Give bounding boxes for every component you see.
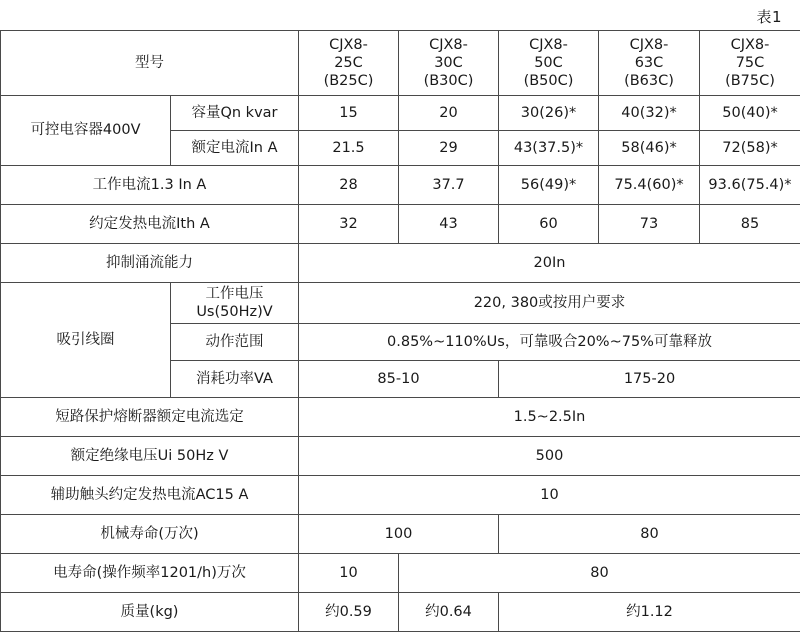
header-col-63c-line3: (B63C): [601, 72, 697, 90]
table-row-working-current: [1, 166, 800, 205]
cell-capacity-30c: 20: [399, 96, 499, 131]
header-col-50c-line2: 50C: [501, 54, 596, 72]
row-group-label-capacitor: 可控电容器400V: [1, 96, 171, 166]
table-row-mechanical-life: [1, 515, 800, 554]
header-col-30c-line2: 30C: [401, 54, 496, 72]
row-label-coil-voltage: 工作电压Us(50Hz)V: [171, 283, 299, 324]
table-row-electrical-life: [1, 554, 800, 593]
cell-fuse-value: 1.5~2.5In: [299, 398, 800, 437]
row-label-fuse: 短路保护熔断器额定电流选定: [1, 398, 299, 437]
cell-coil-voltage-value: 220, 380或按用户要求: [299, 283, 800, 324]
table-row-capacity: [1, 96, 800, 131]
table-row-inrush: [1, 244, 800, 283]
cell-thermal-current-75c: 85: [700, 205, 800, 244]
header-col-30c-line1: CJX8-: [401, 36, 496, 54]
cell-capacity-75c: 50(40)*: [700, 96, 800, 131]
header-col-30c-line3: (B30C): [401, 72, 496, 90]
cell-thermal-current-30c: 43: [399, 205, 499, 244]
table-row-mass: [1, 593, 800, 632]
header-col-25c-line1: CJX8-: [301, 36, 396, 54]
header-col-75c: [700, 31, 800, 96]
header-col-63c: [599, 31, 700, 96]
cell-capacity-63c: 40(32)*: [599, 96, 700, 131]
cell-mass-30c: 约0.64: [399, 593, 499, 632]
cell-working-current-30c: 37.7: [399, 166, 499, 205]
cell-coil-power-left: 85-10: [299, 361, 499, 398]
row-label-inrush: 抑制涌流能力: [1, 244, 299, 283]
row-label-coil-range: 动作范围: [171, 324, 299, 361]
cell-coil-range-value: 0.85%~110%Us，可靠吸合20%~75%可靠释放: [299, 324, 800, 361]
header-col-63c-line1: CJX8-: [601, 36, 697, 54]
row-label-mechanical-life: 机械寿命(万次): [1, 515, 299, 554]
cell-electrical-life-left: 10: [299, 554, 399, 593]
cell-rated-current-25c: 21.5: [299, 131, 399, 166]
cell-insulation-value: 500: [299, 437, 800, 476]
cell-rated-current-50c: 43(37.5)*: [499, 131, 599, 166]
table-row-thermal-current: [1, 205, 800, 244]
cell-mass-25c: 约0.59: [299, 593, 399, 632]
cell-capacity-50c: 30(26)*: [499, 96, 599, 131]
cell-mechanical-life-left: 100: [299, 515, 499, 554]
header-col-25c: [299, 31, 399, 96]
cell-electrical-life-right: 80: [399, 554, 800, 593]
table-row-coil-voltage: [1, 283, 800, 324]
cell-capacity-25c: 15: [299, 96, 399, 131]
cell-rated-current-75c: 72(58)*: [700, 131, 800, 166]
table-header-row: [1, 31, 800, 96]
header-col-25c-line2: 25C: [301, 54, 396, 72]
header-col-30c: [399, 31, 499, 96]
row-label-capacity: 容量Qn kvar: [171, 96, 299, 131]
cell-working-current-75c: 93.6(75.4)*: [700, 166, 800, 205]
cell-working-current-50c: 56(49)*: [499, 166, 599, 205]
cell-working-current-63c: 75.4(60)*: [599, 166, 700, 205]
table-row-aux-contact: [1, 476, 800, 515]
header-col-75c-line3: (B75C): [702, 72, 798, 90]
cell-mass-rest: 约1.12: [499, 593, 800, 632]
row-label-electrical-life: 电寿命(操作频率1201/h)万次: [1, 554, 299, 593]
cell-aux-contact-value: 10: [299, 476, 800, 515]
header-col-50c: [499, 31, 599, 96]
cell-rated-current-30c: 29: [399, 131, 499, 166]
table-caption: 表1: [756, 6, 782, 27]
header-col-75c-line1: CJX8-: [702, 36, 798, 54]
cell-rated-current-63c: 58(46)*: [599, 131, 700, 166]
table-row-fuse: [1, 398, 800, 437]
header-col-63c-line2: 63C: [601, 54, 697, 72]
cell-thermal-current-25c: 32: [299, 205, 399, 244]
row-label-aux-contact: 辅助触头约定发热电流AC15 A: [1, 476, 299, 515]
row-label-coil-power: 消耗功率VA: [171, 361, 299, 398]
row-label-working-current: 工作电流1.3 In A: [1, 166, 299, 205]
table-row-insulation: [1, 437, 800, 476]
header-col-75c-line2: 75C: [702, 54, 798, 72]
header-col-25c-line3: (B25C): [301, 72, 396, 90]
header-model-label: 型号: [1, 31, 299, 96]
row-label-thermal-current: 约定发热电流Ith A: [1, 205, 299, 244]
row-group-label-coil: 吸引线圈: [1, 283, 171, 398]
cell-working-current-25c: 28: [299, 166, 399, 205]
row-label-rated-current: 额定电流In A: [171, 131, 299, 166]
cell-coil-power-right: 175-20: [499, 361, 800, 398]
row-label-mass: 质量(kg): [1, 593, 299, 632]
cell-thermal-current-50c: 60: [499, 205, 599, 244]
cell-thermal-current-63c: 73: [599, 205, 700, 244]
header-col-50c-line1: CJX8-: [501, 36, 596, 54]
header-col-50c-line3: (B50C): [501, 72, 596, 90]
specification-table: [0, 30, 800, 632]
cell-inrush-value: 20In: [299, 244, 800, 283]
row-label-insulation: 额定绝缘电压Ui 50Hz V: [1, 437, 299, 476]
cell-mechanical-life-right: 80: [499, 515, 800, 554]
